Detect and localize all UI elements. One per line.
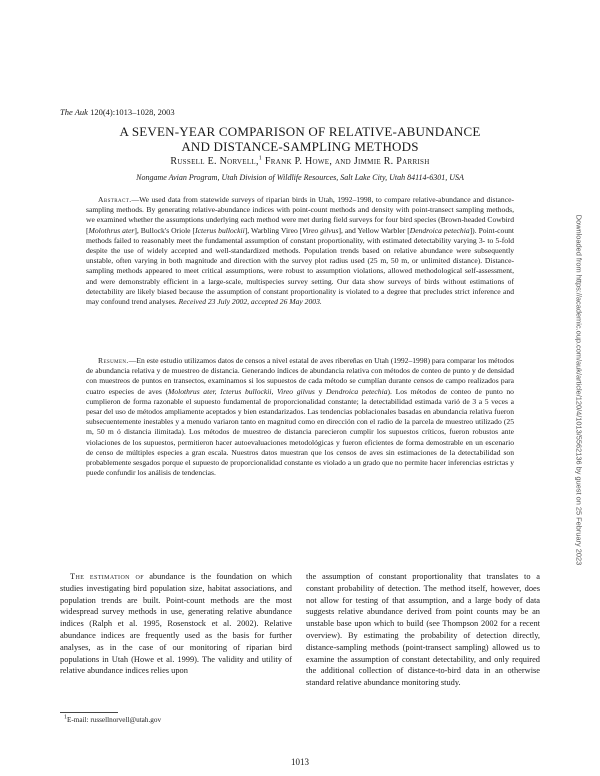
body-column-right: the assumption of constant proportionality that translates to a constant probability of detection. The method itself, however, does not allow for testing of that assumption, and a large body of data suggests relative abundance derived from point counts may be an unstable base upon which to build (see Thompson 2002 for a recent overview). By estimating the probability of detection directly, distance-sampling methods (point-transect sampling) allowed us to examine the assumption of constant detectability, and only required the additional collection of distance-to-bird data in an otherwise standard relative abundance monitoring study. [306, 572, 540, 688]
author-norvell: Russell E. Norvell, [170, 156, 259, 167]
author-parrish: Jimmie R. Parrish [353, 156, 430, 167]
footnote-rule [60, 712, 118, 713]
article-title [60, 124, 540, 154]
author-conjunction: and [334, 156, 352, 167]
footnote-mark: 1 [64, 714, 67, 721]
body-left-text: abundance is the foundation on which studies investigating bird population size, habitat associations, and population trends are built. Point-count methods are the most widespread survey methods in use, generating relative abundance indices (Ralph et al. 1995, Rosenstock et al. 2002). Relative abundance indices are frequently used as the basis for further analyses, as in the case of our monitoring of riparian bird populations in Utah (Howe et al. 1999). The validity and utility of relative abundance indices relies upon [60, 572, 292, 676]
title-line-1: A SEVEN-YEAR COMPARISON OF RELATIVE-ABUNDANCE [119, 124, 481, 139]
citation-details: 120(4):1013–1028, 2003 [90, 107, 175, 117]
species-cowbird: Molothrus ater [88, 225, 135, 235]
footnote-email: E-mail: russellnorvell@utah.gov [67, 716, 162, 724]
abstract-text-2: ], Bullock's Oriole [ [134, 225, 196, 235]
species-oriole: Icterus bullockii [195, 225, 245, 235]
abstract-paragraph [86, 195, 514, 307]
resumen-text-1: —En este estudio utilizamos datos de censos a nivel estatal de aves ribereñas en Utah (1992–1998) para comparar los métodos de abundancia relativa y de muestreo de distancia. Generando índices de abundancia relativa con métodos de conteo de punto y de densidad con muestreos de puntos en transectos, examinamos si los supuestos de cada método se cumplían durante censos de campo realizados para cuatro especies de aves ( [86, 356, 514, 396]
page-number: 1013 [291, 757, 309, 767]
resumen-conjunction: y [314, 386, 326, 396]
species-vireo: Vireo gilvus [302, 225, 339, 235]
abstract-text-4: ], and Yellow Warbler [ [338, 225, 410, 235]
resumen-paragraph [86, 356, 514, 478]
resumen-text-2: ). Los métodos de conteo de punto no cumplieron de forma razonable el supuesto fundamental de proporcionalidad constante; la detectabilidad estimada varió de 3 a 5 veces a pesar del uso de métodos ampliamente aceptados y bien estandarizados. Las tendencias poblacionales basadas en abundancia relativa fueron subsecuentemente inestables y a menudo variaron tanto en magnitud como en dirección con el radio de la parcela de muestreo utilizado (25 m, 50 m ó distancia ilimitada). Los métodos de muestreo de distancia parecieron cumplir los supuestos críticos, fueron robustos ante violaciones de los supuestos, permitieron hacer autoevaluaciones metodológicas y fueron eficientes de forma demostrable en un escenario de censo de múltiples especies a gran escala. Nuestros datos muestran que los censos de aves sin estimaciones de la detectabilidad son probablemente sesgados porque el supuesto de proporcionalidad constante es violado a un grado que no permite hacer inferencias estrictas y puede confundir los análisis de tendencias. [86, 386, 514, 478]
abstract-text-3: ], Warbling Vireo [ [244, 225, 303, 235]
journal-citation [60, 107, 175, 117]
resumen-species-1: Molothrus ater, Icterus bullockii, Vireo gilvus [168, 386, 315, 396]
affiliation: Nongame Avian Program, Utah Division of Wildlife Resources, Salt Lake City, Utah 84114-6301, USA [136, 173, 464, 182]
download-notice: Downloaded from https://academic.oup.com/auk/article/120/4/1013/5562136 by guest on 25 February 2023 [574, 214, 584, 566]
author-list [60, 156, 540, 167]
body-column-left [60, 571, 292, 677]
title-line-2: AND DISTANCE-SAMPLING METHODS [181, 139, 419, 154]
author-howe: Frank P. Howe, [264, 156, 333, 167]
abstract-label: Abstract. [98, 195, 132, 204]
author-footnote-mark: 1 [258, 155, 263, 162]
journal-name: The Auk [60, 107, 88, 117]
resumen-species-2: Dendroica petechia [325, 386, 388, 396]
received-dates: Received 23 July 2002, accepted 26 May 2003. [178, 297, 322, 307]
download-sidebar [572, 190, 586, 590]
resumen-label: Resumen. [98, 356, 129, 365]
opening-small-caps: The estimation of [70, 572, 144, 581]
abstract-text-5: ]). Point-count methods failed to reasonably meet the fundamental assumption of constant proportionality, with estimated detectability varying 3- to 5-fold despite the use of widely accepted and well-standardized methods. Population trends based on relative abundance were subsequently unstable, often varying in both magnitude and direction with the survey plot radius used (25 m, 50 m, or unlimited distance). Distance-sampling methods appeared to meet critical assumptions, were robust to assumption violations, allowed methodological self-assessment, and were demonstrably efficient in a large-scale, multispecies survey setting. Our data show surveys of birds without estimations of detectability are likely biased because the assumption of constant proportionality is violated to a degree that precludes strict inference and may confound trend analyses. [86, 225, 515, 307]
species-warbler: Dendroica petechia [409, 225, 470, 235]
abstract-text-1: —We used data from statewide surveys of riparian birds in Utah, 1992–1998, to compare relative-abundance and distance-sampling methods. By generating relative-abundance indices with point-count methods and density with point-transect sampling methods, we examined whether the assumptions underlying each method were met during field surveys for four bird species (Brown-headed Cowbird [ [86, 195, 514, 235]
footnote [64, 716, 161, 724]
